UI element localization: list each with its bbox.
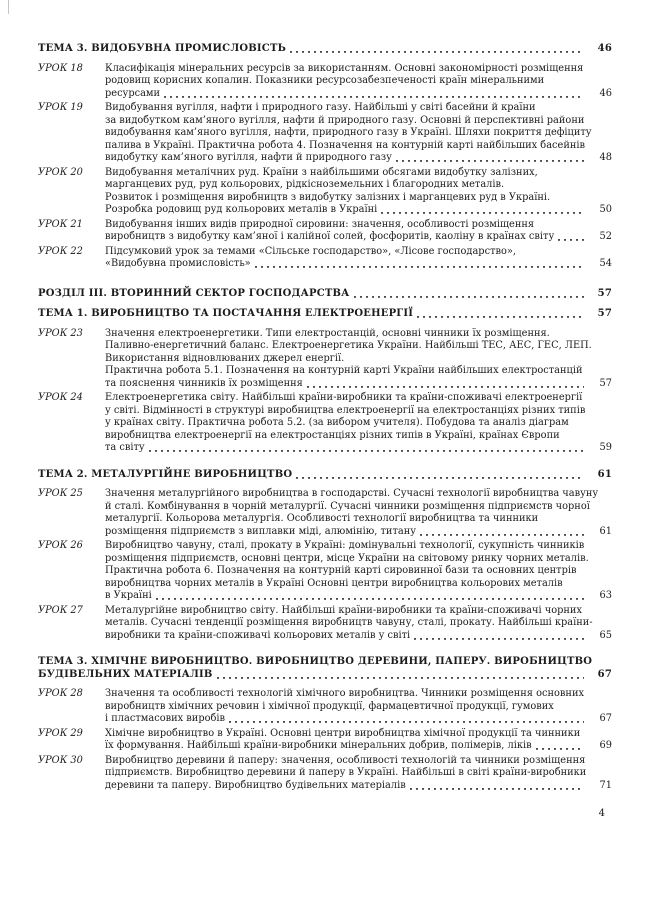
dot-leader (417, 308, 584, 321)
toc-line: виробництв хімічних речовин і хімічної продукції, фармацевтичної продукції, гумових (105, 700, 554, 712)
toc-line: Значення електроенергетики. Типи електростанцій, основні чинники їх розміщення. (105, 327, 550, 339)
toc-line: ТЕМА 3. ХІМІЧНЕ ВИРОБНИЦТВО. ВИРОБНИЦТВО ДЕРЕВИНИ, ПАПЕРУ. ВИРОБНИЦТВО (38, 656, 593, 667)
toc-lesson-entry (38, 688, 612, 726)
toc-line: виробництва чорних металів в Україні Основні центри виробництва кольорових металів (105, 577, 563, 589)
toc-line: Практична робота 6. Позначення на контурній карті сировинної бази та основних центрів (105, 565, 577, 576)
toc-lesson-entry (38, 102, 612, 165)
toc-line: Виробництво чавуну, сталі, прокату в Україні: домінувальні технології, сукупність чинників (105, 540, 585, 551)
lesson-description (105, 688, 612, 726)
entry-text: видобутку кам’яного вугілля, нафти й природного газу (105, 152, 392, 163)
page-ref: 57 (597, 287, 612, 299)
toc-line: у світі. Відмінності в структурі виробництва електроенергії на електростанціях різних типів (105, 404, 586, 416)
page-ref: 46 (597, 43, 612, 54)
toc-line: Значення та особливості технологій хімічного виробництва. Чинники розміщення основних (105, 688, 585, 699)
dot-leader (290, 43, 584, 56)
lesson-description (105, 540, 612, 603)
toc-line: металів. Сучасні тенденції розміщення виробництв чавуну, сталі, прокату. Найбільші країни- (105, 617, 593, 628)
toc-line: у країнах світу. Практична робота 5.2. (за вибором учителя). Побудова та аналіз діаграм (105, 417, 569, 428)
page-ref: 67 (597, 668, 612, 680)
entry-text: та пояснення чинників їх розміщення (105, 377, 303, 389)
lesson-description (105, 246, 612, 271)
dot-leader (307, 378, 584, 391)
page-ref: 69 (599, 740, 612, 751)
page-ref: 71 (599, 779, 612, 791)
dot-leader (396, 152, 584, 165)
toc-lesson-entry (38, 728, 612, 753)
toc-line-with-page (105, 526, 612, 539)
page-ref: 67 (599, 713, 612, 724)
lesson-description (105, 488, 612, 538)
lesson-description (105, 328, 612, 391)
dot-leader (536, 740, 584, 753)
lesson-label: УРОК 18 (38, 62, 83, 74)
toc-line: марганцевих руд, руд кольорових, рідкісноземельних і благородних металів. (105, 179, 505, 190)
entry-text: РОЗДІЛ III. ВТОРИННИЙ СЕКТОР ГОСПОДАРСТВА (38, 287, 350, 299)
toc-lesson-entry (38, 755, 612, 793)
lesson-description (105, 63, 612, 101)
lesson-description (105, 102, 612, 165)
page-ref: 48 (599, 152, 612, 163)
toc-line: Паливно-енергетичний баланс. Електроенергетика України. Найбільші ТЕС, АЕС, ГЕС, ЛЕП. (105, 340, 592, 351)
entry-text: ТЕМА 2. МЕТАЛУРГІЙНЕ ВИРОБНИЦТВО (38, 468, 293, 480)
entry-text: «Видобувна промисловість» (105, 258, 251, 269)
dot-leader (164, 88, 584, 101)
lesson-description (105, 219, 612, 244)
toc-line-with-page (38, 43, 612, 56)
entry-text: та світу (105, 442, 145, 453)
dot-leader (296, 469, 584, 482)
toc-line: Видобування інших видів природної сировини: значення, особливості розміщення (105, 218, 535, 230)
entry-text: виробництв з видобутку кам’яної і калійної солей, фосфоритів, каоліну в країнах світу (105, 231, 555, 242)
dot-leader (217, 669, 584, 682)
toc-heading-rozdil (38, 288, 612, 301)
toc-line: Хімічне виробництво в Україні. Основні центри виробництва хімічної продукції та чинники (105, 727, 581, 739)
dot-leader (414, 630, 584, 643)
entry-text: в Україні (105, 590, 152, 601)
dot-leader (558, 231, 584, 244)
toc-line: Підсумковий урок за темами «Сільське господарство», «Лісове господарство», (105, 245, 517, 257)
dot-leader (381, 204, 584, 217)
lesson-label: УРОК 24 (38, 392, 83, 403)
scan-artifact-mark (8, 0, 9, 14)
page-ref: 57 (599, 377, 612, 389)
dot-leader (149, 442, 584, 455)
lesson-description (105, 392, 612, 455)
dot-leader (410, 780, 584, 793)
entry-text: виробники та країни-споживачі кольорових металів у світі (105, 629, 411, 641)
entry-text: ТЕМА 1. ВИРОБНИЦТВО ТА ПОСТАЧАННЯ ЕЛЕКТРОЕНЕРГІЇ (38, 308, 414, 319)
toc-line: Видобування вугілля, нафти і природного газу. Найбільші у світі басейни й країни (105, 102, 536, 113)
toc-lesson-entry (38, 605, 612, 643)
entry-text: розміщення підприємств з виплавки міді, алюмінію, титану (105, 525, 416, 537)
toc-line-with-page (105, 378, 612, 391)
toc-line: Практична робота 5.1. Позначення на контурній карті України найбільших електростанцій (105, 365, 583, 376)
page-ref: 57 (597, 308, 612, 319)
toc-lesson-entry (38, 328, 612, 391)
toc-line: видобування кам’яного вугілля, нафти, природного газу в Україні. Шляхи покриття дефіциту (105, 127, 592, 138)
entry-text: їх формування. Найбільші країни-виробники мінеральних добрив, полімерів, ліків (105, 740, 532, 751)
toc-line-with-page (105, 231, 612, 244)
toc-heading-tema (38, 469, 612, 482)
toc-line-with-page (105, 204, 612, 217)
page-ref: 61 (597, 468, 612, 480)
toc-line-with-page (105, 590, 612, 603)
toc-lesson-entry (38, 488, 612, 538)
table-of-contents (38, 43, 612, 794)
toc-lesson-entry (38, 167, 612, 217)
toc-line: за видобутком кам’яного вугілля, нафти й природного газу. Основні й перспективні райони (105, 114, 585, 126)
lesson-label: УРОК 26 (38, 540, 83, 551)
lesson-label: УРОК 25 (38, 488, 83, 499)
page-ref: 52 (599, 231, 612, 242)
toc-line: родовищ корисних копалин. Показники ресурсозабезпеченості країн мінеральними (105, 75, 545, 86)
dot-leader (156, 590, 584, 603)
page-ref: 65 (599, 629, 612, 641)
page-ref: 54 (599, 258, 612, 269)
page-number-footer: 4 (598, 808, 605, 819)
lesson-label: УРОК 29 (38, 727, 83, 739)
toc-lesson-entry (38, 219, 612, 244)
toc-lesson-entry (38, 246, 612, 271)
lesson-description (105, 167, 612, 217)
toc-lesson-entry (38, 63, 612, 101)
lesson-description (105, 755, 612, 793)
lesson-label: УРОК 20 (38, 166, 83, 178)
page-ref: 46 (599, 87, 612, 99)
lesson-label: УРОК 28 (38, 688, 83, 699)
toc-line-with-page (105, 713, 612, 726)
lesson-label: УРОК 23 (38, 327, 83, 339)
toc-line-with-page (38, 469, 612, 482)
lesson-description (105, 728, 612, 753)
toc-line-with-page (105, 740, 612, 753)
toc-line: виробництва електроенергії на електростанціях різних типів в Україні, країнах Європи (105, 429, 560, 441)
toc-line: металургії. Кольорова металургія. Особливості технології виробництва та чинники (105, 513, 539, 524)
entry-text: ресурсами (105, 87, 161, 99)
toc-line: Електроенергетика світу. Найбільші країни-виробники та країни-споживачі електроенергії (105, 392, 583, 403)
entry-text: і пластмасових виробів (105, 713, 226, 724)
toc-line: розміщення підприємств, основні центри, місце України на світовому ринку чорних металів. (105, 552, 589, 564)
toc-line: Розвиток і розміщення виробництв з видобутку залізних і марганцевих руд в Україні. (105, 191, 551, 203)
toc-heading-tema (38, 308, 612, 321)
dot-leader (420, 526, 584, 539)
entry-text: деревини та паперу. Виробництво будівельних матеріалів (105, 779, 406, 791)
toc-line: Використання відновлюваних джерел енергії. (105, 352, 345, 364)
lesson-description (105, 605, 612, 643)
toc-line-with-page (105, 780, 612, 793)
toc-line-with-page (105, 152, 612, 165)
page-ref: 61 (599, 525, 612, 537)
toc-line: палива в Україні. Практична робота 4. Позначення на контурній карті найбільших басейнів (105, 139, 586, 151)
toc-lesson-entry (38, 540, 612, 603)
toc-line-with-page (105, 258, 612, 271)
entry-text: Розробка родовищ руд кольорових металів в Україні (105, 204, 378, 215)
dot-leader (255, 258, 584, 271)
page-ref: 63 (599, 590, 612, 601)
toc-line: Значення металургійного виробництва в господарстві. Сучасні технології виробництва чавуну (105, 488, 599, 499)
toc-line-with-page (105, 630, 612, 643)
toc-heading-tema (38, 43, 612, 56)
page-ref: 59 (599, 442, 612, 453)
toc-line-with-page (105, 442, 612, 455)
toc-line: й сталі. Комбінування в чорній металургії. Сучасні чинники розміщення підприємств чорної (105, 500, 590, 512)
lesson-label: УРОК 21 (38, 218, 83, 230)
page-ref: 50 (599, 204, 612, 215)
lesson-label: УРОК 22 (38, 245, 83, 257)
toc-line-with-page (38, 669, 612, 682)
toc-line: Видобування металічних руд. Країни з найбільшими обсягами видобутку залізних, (105, 166, 538, 178)
toc-line: Виробництво деревини й паперу: значення, особливості технологій та чинники розміщення (105, 754, 586, 766)
toc-line: Класифікація мінеральних ресурсів за використанням. Основні закономірності розміщення (105, 62, 584, 74)
toc-line-with-page (38, 308, 612, 321)
toc-line: Металургійне виробництво світу. Найбільші країни-виробники та країни-споживачі чорних (105, 604, 582, 616)
toc-line-with-page (105, 88, 612, 101)
lesson-label: УРОК 30 (38, 754, 83, 766)
toc-heading-tema (38, 656, 612, 681)
dot-leader (354, 288, 585, 301)
toc-line-with-page (38, 288, 612, 301)
entry-text: ТЕМА 3. ВИДОБУВНА ПРОМИСЛОВІСТЬ (38, 43, 287, 54)
lesson-label: УРОК 27 (38, 604, 83, 616)
dot-leader (229, 713, 584, 726)
lesson-label: УРОК 19 (38, 102, 83, 113)
entry-text: БУДІВЕЛЬНИХ МАТЕРІАЛІВ (38, 668, 213, 680)
toc-line: підприємств. Виробництво деревини й паперу в Україні. Найбільші в світі країни-виробники (105, 767, 587, 778)
toc-lesson-entry (38, 392, 612, 455)
